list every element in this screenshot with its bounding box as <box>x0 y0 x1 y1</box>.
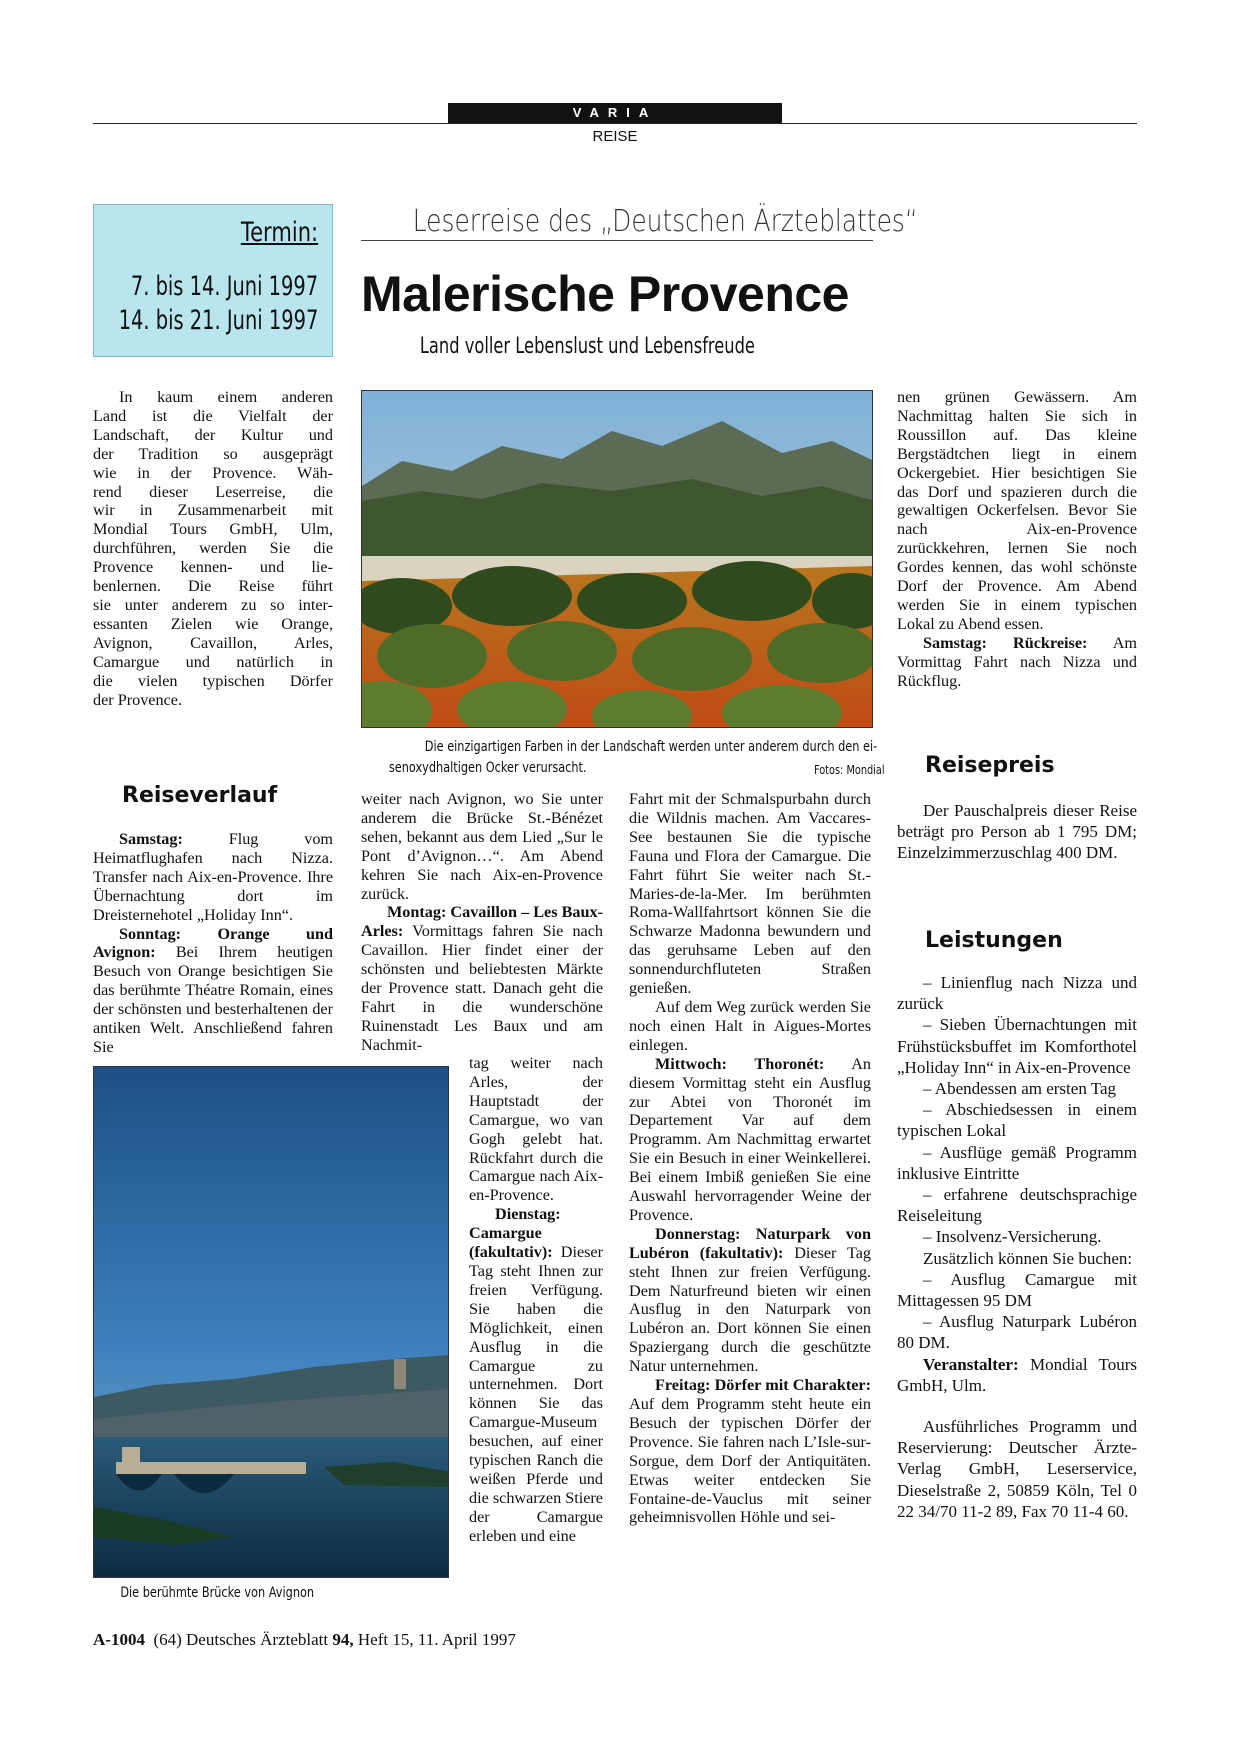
photo2-caption: Die berühmte Brücke von Avignon <box>120 1585 315 1601</box>
kontakt-text: Ausführliches Programm und Reservierung: Deutscher Ärzte-Verlag GmbH, Leserservice, Dieselstraße 2, 50859 Köln, Tel 0 22 34/70 11-2 89, Fax 70 11-4 60. <box>897 1417 1137 1521</box>
paragraph: tag weiter nach Arles, der Hauptstadt der Camargue, wo van Gogh gelebt hat. Rückfahrt durch die Camargue nach Aix-en-Provence. <box>469 1054 603 1205</box>
intro-line: sie unter anderem zu so inter- <box>93 595 333 614</box>
leistung-item: – Abschiedsessen in einem typischen Lokal <box>897 1100 1137 1141</box>
intro-line: In kaum einem anderen <box>119 388 333 406</box>
paragraph: Fahrt mit der Schmalspurbahn durch die Wildnis machen. Am Vaccares-See bestaunen Sie die typische Fauna und Flora der Camargue. Die Fahrt führt Sie weiter nach St.-Maries-de-la-Mer. Im berühmten Roma-Wallfahrtsort können Sie die Schwarze Madonna bewundern und das geruhsame Leben auf den sonnendurchfluteten Straßen genießen. <box>629 790 871 998</box>
reiseverlauf-text <box>93 830 333 1057</box>
termin-date: 7. bis 14. Juni 1997 <box>130 271 318 302</box>
middle-column-text <box>361 790 603 1055</box>
intro-line: Land ist die Vielfalt der <box>93 406 333 425</box>
veranstalter: Veranstalter: Mondial Tours GmbH, Ulm. <box>897 1354 1137 1395</box>
day-label: Sonntag: Orange und Avignon: <box>93 924 333 962</box>
right-column-text <box>897 388 1137 691</box>
footer-journal: (64) Deutsches Ärzteblatt <box>153 1630 329 1649</box>
leistung-item: – Ausflüge gemäß Programm inklusive Eintritte <box>897 1142 1137 1183</box>
extra-item: – Ausflug Camargue mit Mittagessen 95 DM <box>897 1269 1137 1311</box>
day-text: Bei Ihrem heutigen Besuch von Orange besichtigen Sie das berühmte Théatre Romain, eines der schönsten und besterhaltenen der antiken Welt. Anschließend fahren Sie <box>93 943 333 1056</box>
photo1-caption-line: senoxydhaltigen Ocker verursacht. <box>388 760 587 776</box>
veranstalter-label: Veranstalter: <box>923 1354 1019 1374</box>
paragraph: Der Pauschalpreis dieser Reise beträgt pro Person ab 1 795 DM; Einzelzimmerzuschlag 400 DM. <box>897 801 1137 862</box>
article-kicker: Leserreise des „Deutschen Ärzteblattes“ <box>412 204 918 239</box>
intro-line: der Tradition so ausgeprägt <box>93 444 333 463</box>
leistung-item: – Abendessen am ersten Tag <box>923 1079 1117 1099</box>
leistung-item: – Linienflug nach Nizza und zurück <box>897 973 1137 1014</box>
intro-line: benlernen. Die Reise führt <box>93 577 333 596</box>
intro-line: Landschaft, der Kultur und <box>93 425 333 444</box>
day-text: Vormittags fahren Sie nach Cavaillon. Hier findet einer der schönsten und beliebtesten Märkte der Provence statt. Danach geht die Fahrt in die wunderschöne Ruinenstadt Les Baux und am Nachmit- <box>361 922 603 1054</box>
intro-line: Provence kennen- und lie- <box>93 558 333 577</box>
intro-line: Avignon, Cavaillon, Arles, <box>93 633 333 652</box>
article-title: Malerische Provence <box>361 266 849 322</box>
paragraph: Auf dem Weg zurück werden Sie noch einen Halt in Aigues-Mortes einlegen. <box>629 997 871 1054</box>
day-label: Samstag: Rückreise: <box>923 633 1088 652</box>
paragraph: weiter nach Avignon, wo Sie unter anderem die Brücke St.-Bénézet sehen, bekannt aus dem Lied „Sur le Pont d’Avignon…“. Am Abend kehren Sie nach Aix-en-Provence zurück. <box>361 790 603 903</box>
reisepreis-heading: Reisepreis <box>925 753 1055 778</box>
leistung-item: – Sieben Übernachtungen mit Frühstücksbuffet im Komforthotel „Holiday Inn“ in Aix-en-Provence <box>897 1015 1137 1077</box>
photo-credit: Fotos: Mondial <box>813 762 885 777</box>
article-subtitle: Land voller Lebenslust und Lebensfreude <box>419 334 755 359</box>
photo1-caption-line: Die einzigartigen Farben in der Landschaft werden unter anderem durch den ei- <box>424 739 878 755</box>
intro-line: Camargue und natürlich in <box>93 652 333 671</box>
section-label: VARIA <box>448 103 782 123</box>
leistungen-list <box>897 972 1137 1522</box>
day-text: Flug vom Heimatflughafen nach Nizza. Transfer nach Aix-en-Provence. Ihre Übernachtung dort im Dreisternehotel „Holiday Inn“. <box>93 830 334 924</box>
leistung-item: – erfahrene deutschsprachige Reiseleitung <box>897 1185 1137 1226</box>
termin-date: 14. bis 21. Juni 1997 <box>118 305 318 336</box>
day-label: Mittwoch: Thoronét: <box>655 1054 825 1073</box>
page-footer <box>93 1630 516 1650</box>
day-text: Am Vormittag Fahrt nach Nizza und Rückflug. <box>897 633 1137 690</box>
intro-line: wie in der Provence. Wäh- <box>93 463 333 482</box>
page-number: A-1004 <box>93 1630 145 1649</box>
header-rule <box>93 123 1137 124</box>
intro-line: durchführen, werden Sie die <box>93 539 333 558</box>
footer-issue: Heft 15, 11. April 1997 <box>357 1630 516 1649</box>
intro-text <box>93 388 333 709</box>
day-label: Samstag: <box>119 830 183 848</box>
intro-line: Mondial Tours GmbH, Ulm, <box>93 520 333 539</box>
day-text: Dieser Tag steht Ihnen zur freien Verfügung. Dem Naturfreund bieten wir einen Ausflug in den Naturpark von Lubéron an. Dort können Sie einen Spaziergang durch die geschützte Natur unternehmen. <box>629 1243 871 1376</box>
reiseverlauf-heading: Reiseverlauf <box>122 783 278 808</box>
intro-line: rend dieser Leserreise, die <box>93 482 333 501</box>
right-middle-column-text <box>629 790 871 1527</box>
intro-line: der Provence. <box>93 690 182 709</box>
intro-line: die vielen typischen Dörfer <box>93 671 333 690</box>
termin-box <box>93 204 333 357</box>
day-label: Montag: Cavaillon – Les Baux-Arles: <box>361 903 603 941</box>
paragraph: nen grünen Gewässern. Am Nachmittag halten Sie sich in Roussillon auf. Das kleine Bergstädtchen liegt in einem Ockergebiet. Hier besichtigen Sie das Dorf und spazieren durch die gewaltigen Ockerfelsen. Bevor Sie nach Aix-en-Provence zurückkehren, lernen Sie noch Gordes kennen, das wohl schönste Dorf der Provence. Am Abend werden Sie in einem typischen Lokal zu Abend essen. <box>897 388 1137 633</box>
landscape-illustration <box>362 391 873 728</box>
day-label: Donnerstag: Naturpark von Lubéron (fakultativ): <box>629 1224 871 1262</box>
leistungen-heading: Leistungen <box>925 928 1063 953</box>
subsection-label: REISE <box>592 128 638 145</box>
day-label: Freitag: Dörfer mit Charakter: <box>655 1376 871 1395</box>
day-text: Dieser Tag steht Ihnen zur freien Verfügung. Sie haben die Möglichkeit, einen Ausflug in die Camargue zu unternehmen. Dort können Sie das Camargue-Museum besuchen, auf einer typischen Ranch die weißen Pferde und die schwarzen Stiere der Camargue erleben und eine <box>469 1243 603 1545</box>
reisepreis-text <box>897 800 1137 863</box>
footer-volume: 94, <box>332 1630 354 1649</box>
kicker-rule <box>361 240 873 241</box>
leistung-item: – Insolvenz-Versicherung. <box>923 1227 1102 1247</box>
day-label: Dienstag: Camargue (fakultativ): <box>469 1205 561 1262</box>
bridge-illustration <box>94 1067 449 1578</box>
intro-line: essanten Zielen wie Orange, <box>93 614 333 633</box>
landscape-photo <box>361 390 873 728</box>
intro-line: wir in Zusammenarbeit mit <box>93 501 333 520</box>
middle-narrow-text <box>469 1054 603 1546</box>
extra-item: – Ausflug Naturpark Lubéron 80 DM. <box>897 1312 1137 1353</box>
zusatz-text: Zusätzlich können Sie buchen: <box>923 1248 1133 1268</box>
day-text: Auf dem Programm steht heute ein Besuch der typischen Dörfer der Provence. Sie fahren nach L’Isle-sur-Sorgue, dem Dorf der Antiquitäten. Etwas weiter entdecken Sie Fontaine-de-Vauclus mit seiner geheimnisvollen Höhle und sei- <box>629 1395 871 1527</box>
termin-label: Termin: <box>240 217 318 248</box>
day-text: An diesem Vormittag steht ein Ausflug zur Abtei von Thoronét im Departement Var auf dem Programm. Am Nachmittag erwartet Sie ein Besuch in einer Weinkellerei. Bei einem Imbiß genießen Sie eine Auswahl hervorragender Weine der Provence. <box>629 1054 871 1224</box>
avignon-bridge-photo <box>93 1066 449 1578</box>
